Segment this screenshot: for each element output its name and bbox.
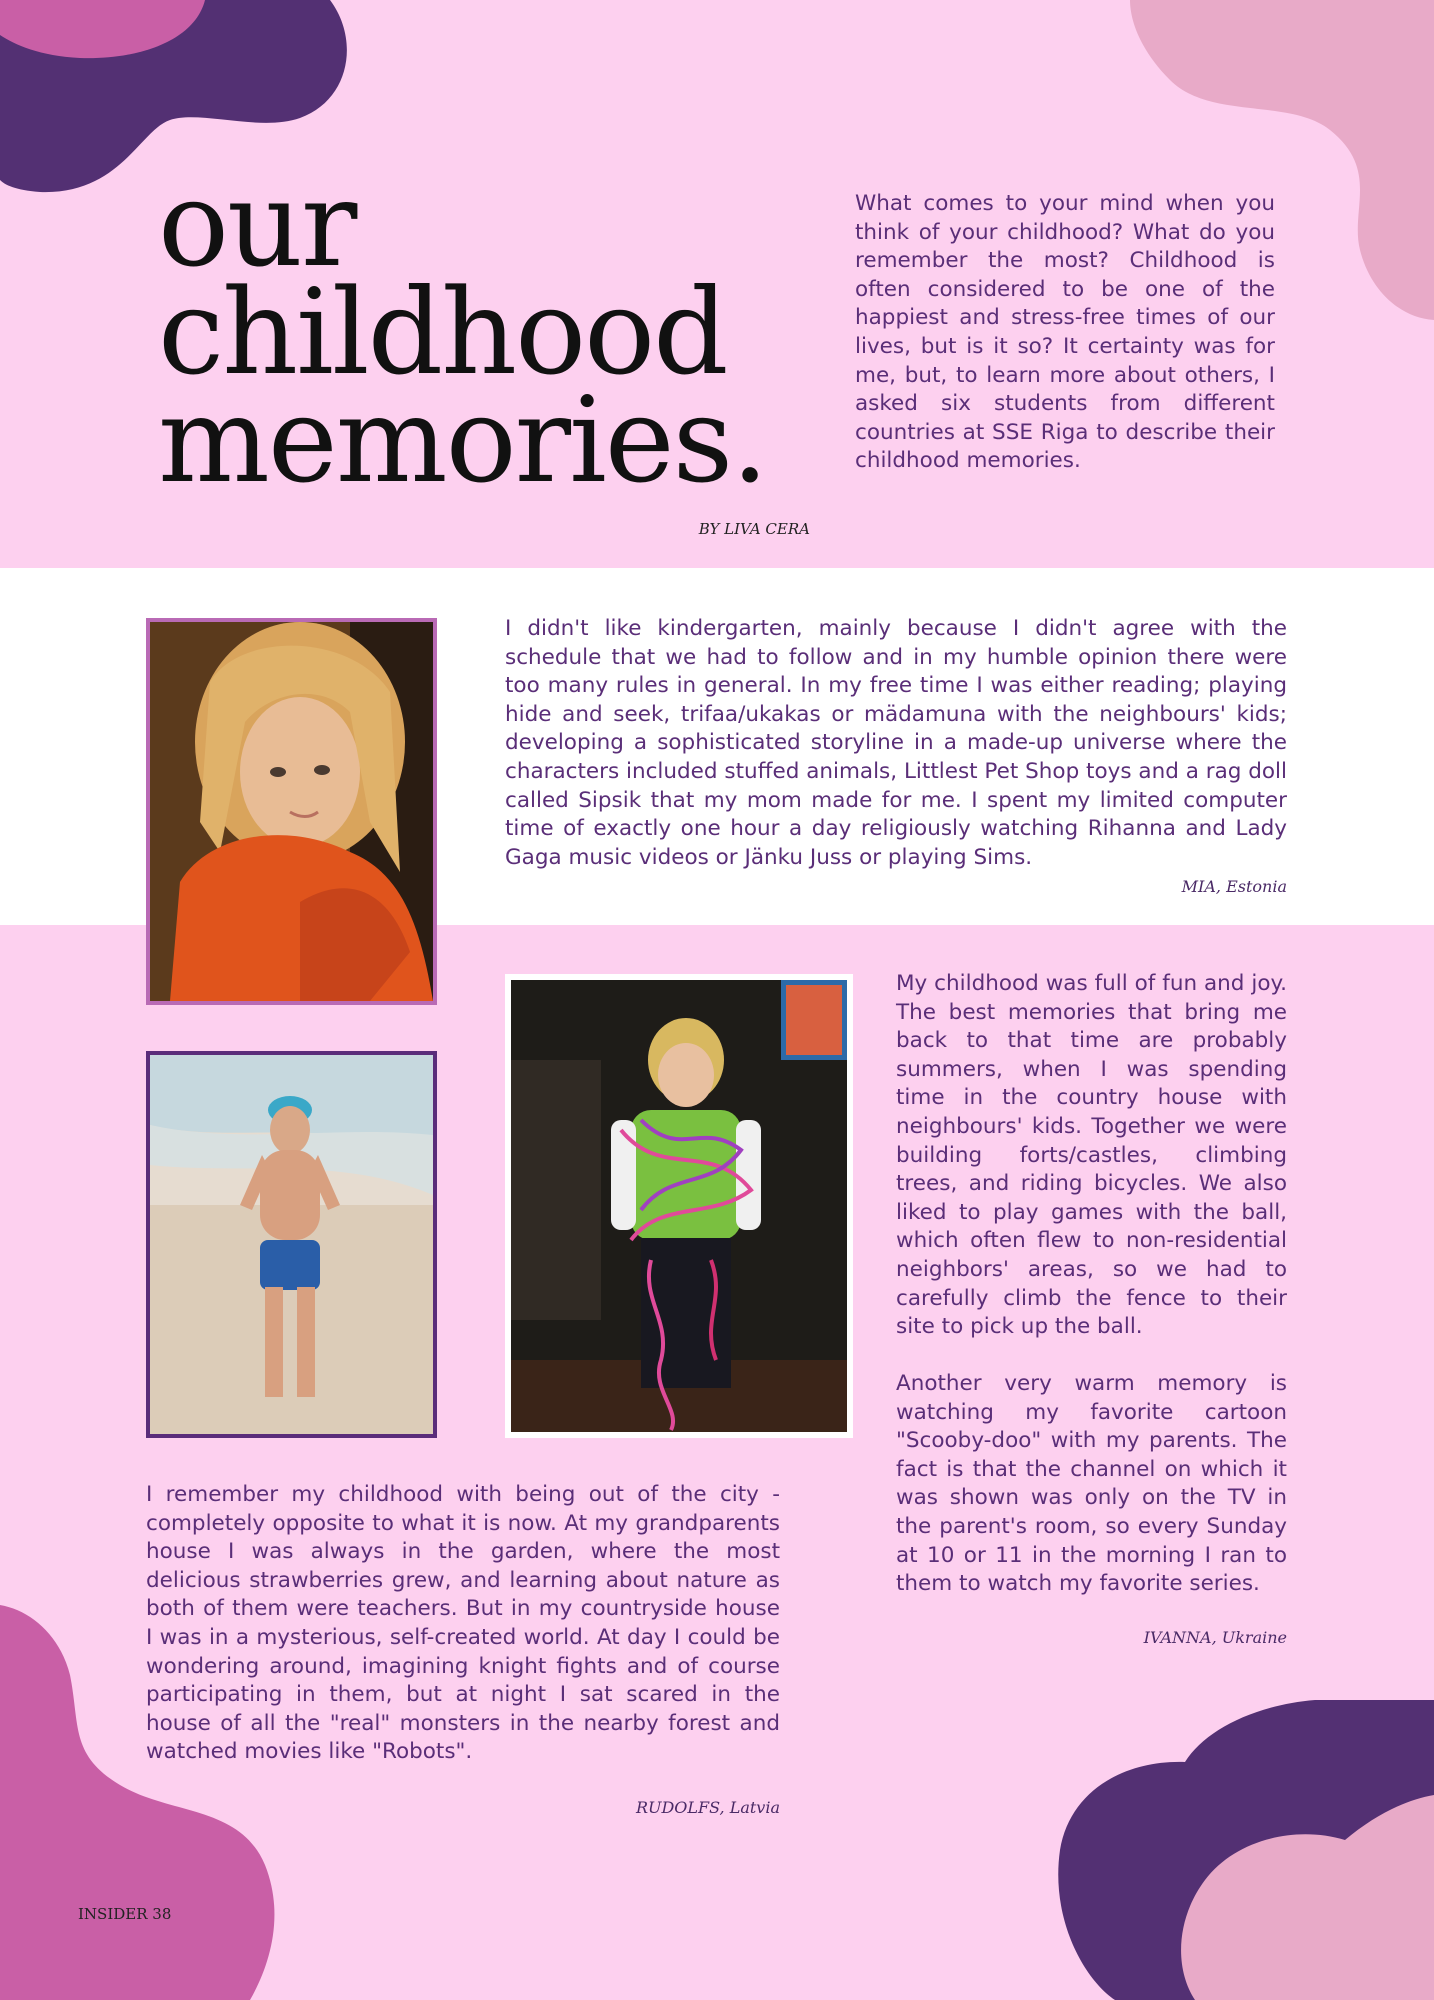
bottom-right-blob (1055, 1700, 1434, 2000)
page-footer: INSIDER 38 (78, 1905, 172, 1923)
signature-ivanna: IVANNA, Ukraine (1143, 1628, 1287, 1647)
page-title (158, 155, 838, 509)
intro-paragraph: What comes to your mind when you think of your childhood? What do you remember the most? Childhood is often considered to be one of the happiest and stress-free times of our lives, but is it so? It certainty was for me, but, to learn more about others, I asked six students from different countries at SSE Riga to describe their childhood memories. (855, 191, 1275, 474)
byline: BY LIVA CERA (698, 520, 810, 538)
title-line: memories. (158, 371, 767, 509)
photo-boy-on-beach (146, 1051, 437, 1438)
photo-girl-with-streamers (505, 974, 853, 1438)
story-ivanna-part1: My childhood was full of fun and joy. The best memories that bring me back to that time are probably summers, when I was spending time in the country house with neighbours' kids. Together we were building forts/castles, climbing trees, and riding bicycles. We also liked to play games with the ball, which often flew to non-residential neighbors' areas, so we had to carefully climb the fence to their site to pick up the ball. (896, 971, 1287, 1340)
story-rudolfs: I remember my childhood with being out of the city - completely opposite to what it is now. At my grandparents house I was always in the garden, where the most delicious strawberries grew, and learning about nature as both of them were teachers. But in my countryside house I was in a mysterious, self-created world. At day I could be wondering around, imagining knight fights and of course participating in them, but at night I sat scared in the house of all the "real" monsters in the nearby forest and watched movies like "Robots". (146, 1482, 780, 1765)
photo-girl-orange-hoodie (146, 618, 437, 1005)
title-line: childhood (158, 263, 727, 401)
title-line: our (158, 155, 356, 293)
story-ivanna-part2: Another very warm memory is watching my favorite cartoon "Scooby-doo" with my parents. The fact is that the channel on which it was shown was only on the TV in the parent's room, so every Sunday at 10 or 11 in the morning I ran to them to watch my favorite series. (896, 1371, 1287, 1597)
signature-mia: MIA, Estonia (1181, 877, 1287, 896)
signature-rudolfs: RUDOLFS, Latvia (635, 1798, 780, 1817)
story-mia: I didn't like kindergarten, mainly because I didn't agree with the schedule that we had to follow and in my humble opinion there were too many rules in general. In my free time I was either reading; playing hide and seek, trifaa/ukakas or mädamuna with the neighbours' kids; developing a sophisticated storyline in a made-up universe where the characters included stuffed animals, Littlest Pet Shop toys and a rag doll called Sipsik that my mom made for me. I spent my limited computer time of exactly one hour a day religiously watching Rihanna and Lady Gaga music videos or Jänku Juss or playing Sims. (505, 616, 1287, 870)
